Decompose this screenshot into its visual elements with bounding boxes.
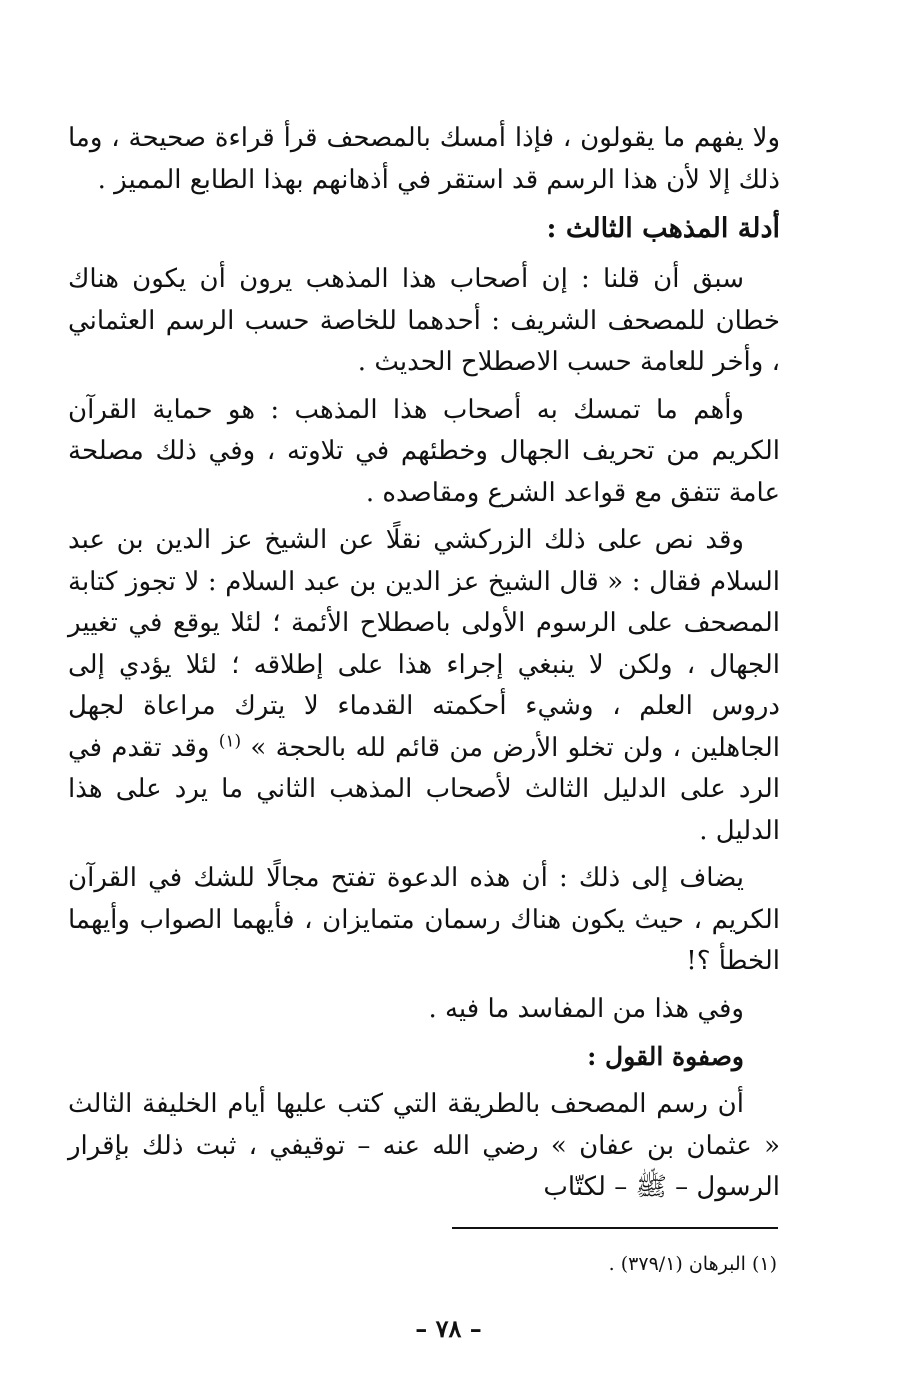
- section-heading-summary: وصفوة القول :: [587, 1042, 744, 1071]
- paragraph-6: وفي هذا من المفاسد ما فيه .: [428, 993, 744, 1024]
- paragraph-7: أن رسم المصحف بالطريقة التي كتب عليها أيام الخليفة الثالث « عثمان بن عفان » رضي الله عنه – توقيفي ، ثبت ذلك بإقرار الرسول – ﷺ – لكتّاب: [68, 1089, 780, 1202]
- paragraph-2: سبق أن قلنا : إن أصحاب هذا المذهب يرون أن يكون هناك خطان للمصحف الشريف : أحدهما للخاصة حسب الرسم العثماني ، وأخر للعامة حسب الاصطلاح الحديث .: [68, 264, 780, 377]
- paragraph-4: [68, 520, 780, 852]
- footnote-marker[interactable]: (١): [218, 730, 242, 751]
- paragraph-4-part-b: وقد تقدم في الرد على الدليل الثالث لأصحاب المذهب الثاني ما يرد على هذا الدليل .: [68, 732, 780, 846]
- footnote-text: (١) البرهان (٣٧٩/١) .: [608, 1253, 777, 1275]
- paragraph-4-part-a: وقد نص على ذلك الزركشي نقلًا عن الشيخ عز الدين بن عبد السلام فقال : « قال الشيخ عز الدين بن عبد السلام : لا تجوز كتابة المصحف على الرسوم الأولى باصطلاح الأئمة ؛ لئلا يوقع في تغيير الجهال ، ولكن لا ينبغي إجراء هذا على إطلاقه ؛ لئلا يؤدي إلى دروس العلم ، وشيء أحكمته القدماء لا يترك مراعاة لجهل الجاهلين ، ولن تخلو الأرض من قائم لله بالحجة »: [68, 525, 781, 763]
- paragraph-3: وأهم ما تمسك به أصحاب هذا المذهب : هو حماية القرآن الكريم من تحريف الجهال وخطئهم في تلاوته ، وفي ذلك مصلحة عامة تتفق مع قواعد الشرع ومقاصده .: [68, 394, 780, 508]
- page-body: [68, 118, 780, 1215]
- section-heading-third-school: أدلة المذهب الثالث :: [546, 213, 780, 244]
- footnote-divider: [452, 1227, 778, 1229]
- paragraph-1: ولا يفهم ما يقولون ، فإذا أمسك بالمصحف قرأ قراءة صحيحة ، وما ذلك إلا لأن هذا الرسم قد استقر في أذهانهم بهذا الطابع المميز .: [68, 123, 780, 195]
- paragraph-5: يضاف إلى ذلك : أن هذه الدعوة تفتح مجالًا للشك في القرآن الكريم ، حيث يكون هناك رسمان متمايزان ، فأيهما الصواب وأيهما الخطأ ؟!: [68, 863, 780, 976]
- page-number: – ٧٨ –: [415, 1314, 482, 1343]
